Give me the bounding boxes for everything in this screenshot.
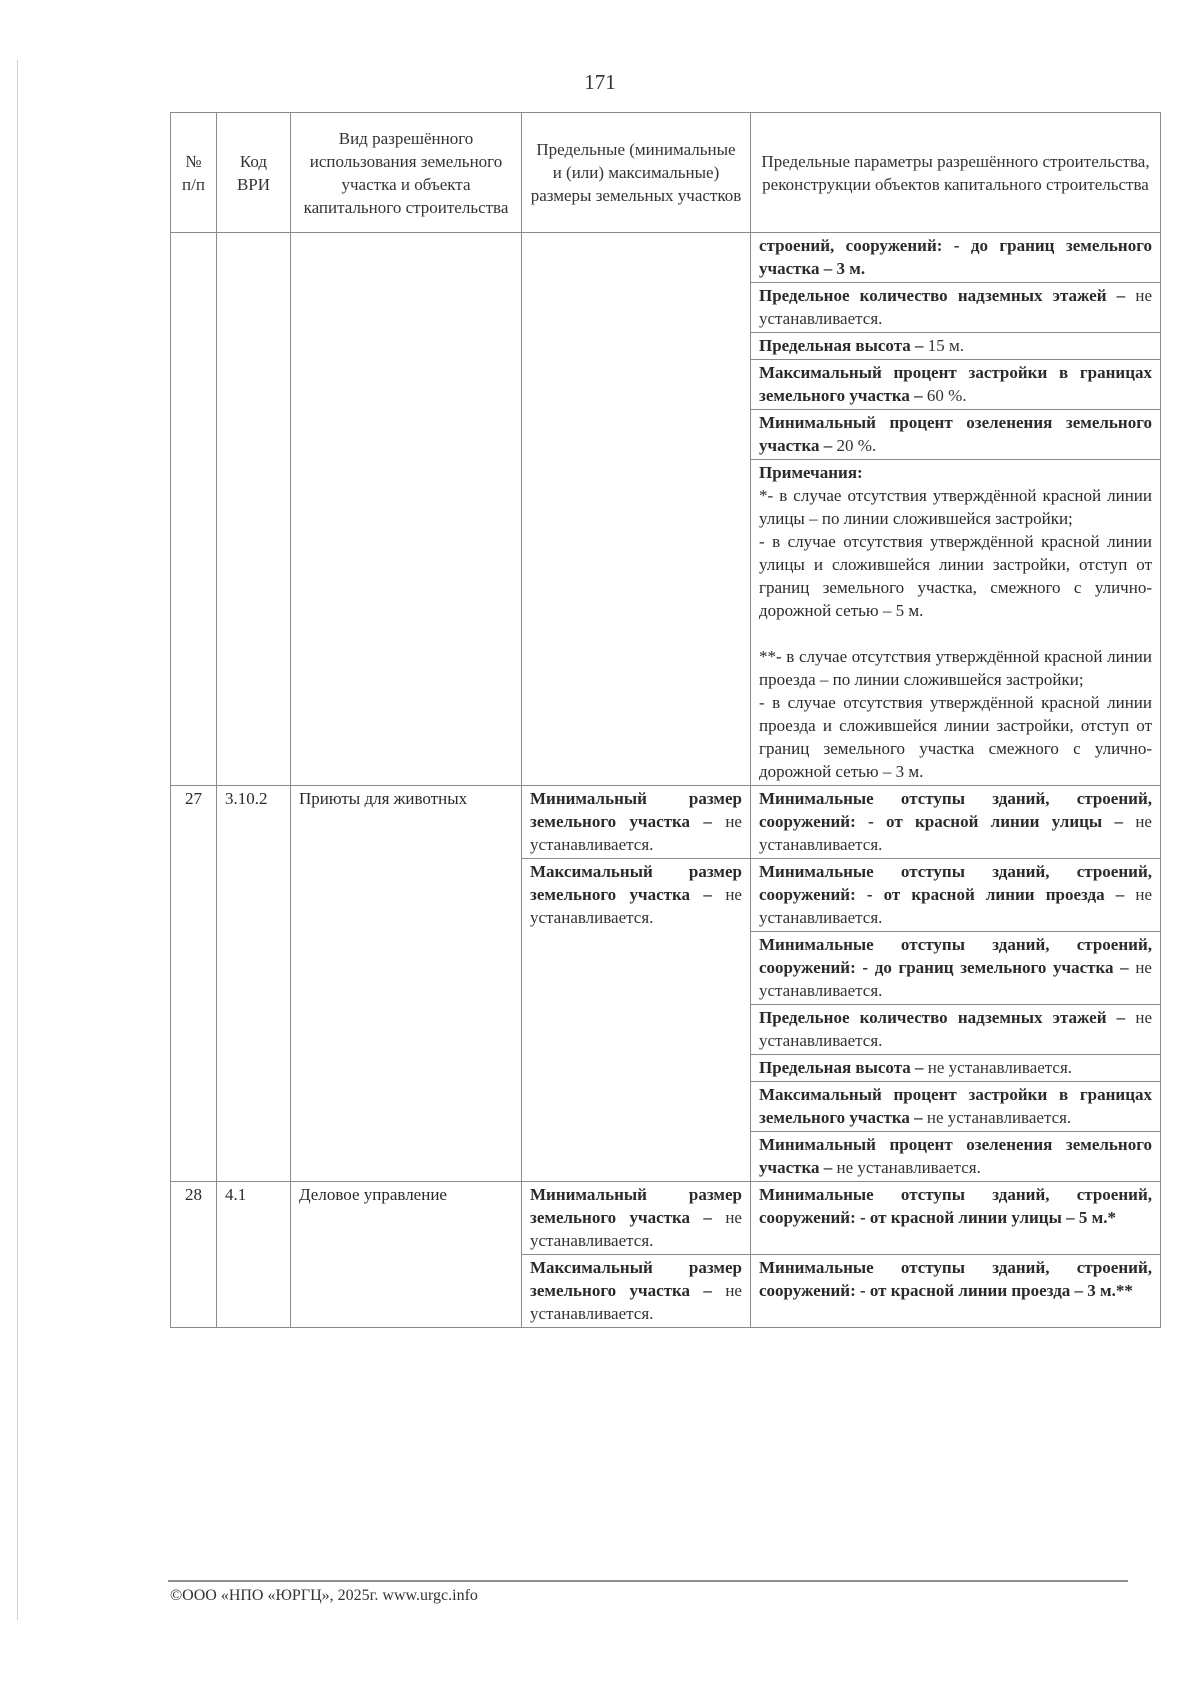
notes-cell [751, 460, 1161, 786]
param-cell: Минимальный процент озеленения земельного участка – не устанавливается. [751, 1132, 1161, 1182]
scan-edge-line [17, 60, 18, 1620]
header-code: Код ВРИ [217, 113, 291, 233]
row-code: 4.1 [217, 1182, 291, 1328]
table-row [171, 1182, 1161, 1255]
regulations-table [170, 112, 1161, 1328]
page-number: 171 [584, 70, 616, 94]
param-cell: Предельное количество надземных этажей – не устанавливается. [751, 1005, 1161, 1055]
footer-copyright: ©ООО «НПО «ЮРГЦ», 2025г. www.urgc.info [170, 1587, 478, 1604]
size-cell: Максимальный размер земельного участка – не устанавливается. [522, 859, 751, 1182]
header-use-type: Вид разрешённого использования земельного участка и объекта капитального строительства [291, 113, 522, 233]
param-cell: Предельная высота – 15 м. [751, 333, 1161, 360]
cont-num-cell [171, 233, 217, 786]
param-cell: Максимальный процент застройки в границах земельного участка – не устанавливается. [751, 1082, 1161, 1132]
cont-size-cell [522, 233, 751, 786]
param-cell: Максимальный процент застройки в границах земельного участка – 60 %. [751, 360, 1161, 410]
row-num: 28 [171, 1182, 217, 1328]
table-row [171, 233, 1161, 283]
header-plot-sizes: Предельные (минимальные и (или) максимальные) размеры земельных участков [522, 113, 751, 233]
note-item: - в случае отсутствия утверждённой красной линии проезда и сложившейся линии застройки, отступ от границ земельного участка смежного с улично-дорожной сетью – 3 м. [759, 693, 1152, 781]
param-cell: Минимальные отступы зданий, строений, сооружений: - до границ земельного участка – не устанавливается. [751, 932, 1161, 1005]
header-build-params: Предельные параметры разрешённого строительства, реконструкции объектов капитального строительства [751, 113, 1161, 233]
param-cell: Минимальные отступы зданий, строений, сооружений: - от красной линии улицы – не устанавливается. [751, 786, 1161, 859]
note-item: *- в случае отсутствия утверждённой красной линии улицы – по линии сложившейся застройки; [759, 486, 1152, 528]
note-item: - в случае отсутствия утверждённой красной линии улицы и сложившейся линии застройки, отступ от границ земельного участка, смежного с улично-дорожной сетью – 5 м. [759, 532, 1152, 620]
size-cell: Максимальный размер земельного участка – не устанавливается. [522, 1255, 751, 1328]
header-num: № п/п [171, 113, 217, 233]
param-cell: Предельное количество надземных этажей – не устанавливается. [751, 283, 1161, 333]
size-cell: Минимальный размер земельного участка – не устанавливается. [522, 1182, 751, 1255]
row-num: 27 [171, 786, 217, 1182]
row-use-name: Деловое управление [291, 1182, 522, 1328]
param-cell: Минимальные отступы зданий, строений, сооружений: - от красной линии проезда – не устанавливается. [751, 859, 1161, 932]
note-item: **- в случае отсутствия утверждённой красной линии проезда – по линии сложившейся застройки; [759, 647, 1152, 689]
table-row [171, 786, 1161, 859]
row-code: 3.10.2 [217, 786, 291, 1182]
size-cell: Минимальный размер земельного участка – не устанавливается. [522, 786, 751, 859]
cont-name-cell [291, 233, 522, 786]
notes-title: Примечания: [759, 463, 863, 482]
param-cell: Минимальный процент озеленения земельного участка – 20 %. [751, 410, 1161, 460]
cont-code-cell [217, 233, 291, 786]
param-cell: Минимальные отступы зданий, строений, сооружений: - от красной линии улицы – 5 м.* [751, 1182, 1161, 1255]
row-use-name: Приюты для животных [291, 786, 522, 1182]
param-cell: строений, сооружений: - до границ земельного участка – 3 м. [751, 233, 1161, 283]
param-cell: Предельная высота – не устанавливается. [751, 1055, 1161, 1082]
table-header-row [171, 113, 1161, 233]
footer-divider [168, 1580, 1128, 1582]
param-cell: Минимальные отступы зданий, строений, сооружений: - от красной линии проезда – 3 м.** [751, 1255, 1161, 1328]
